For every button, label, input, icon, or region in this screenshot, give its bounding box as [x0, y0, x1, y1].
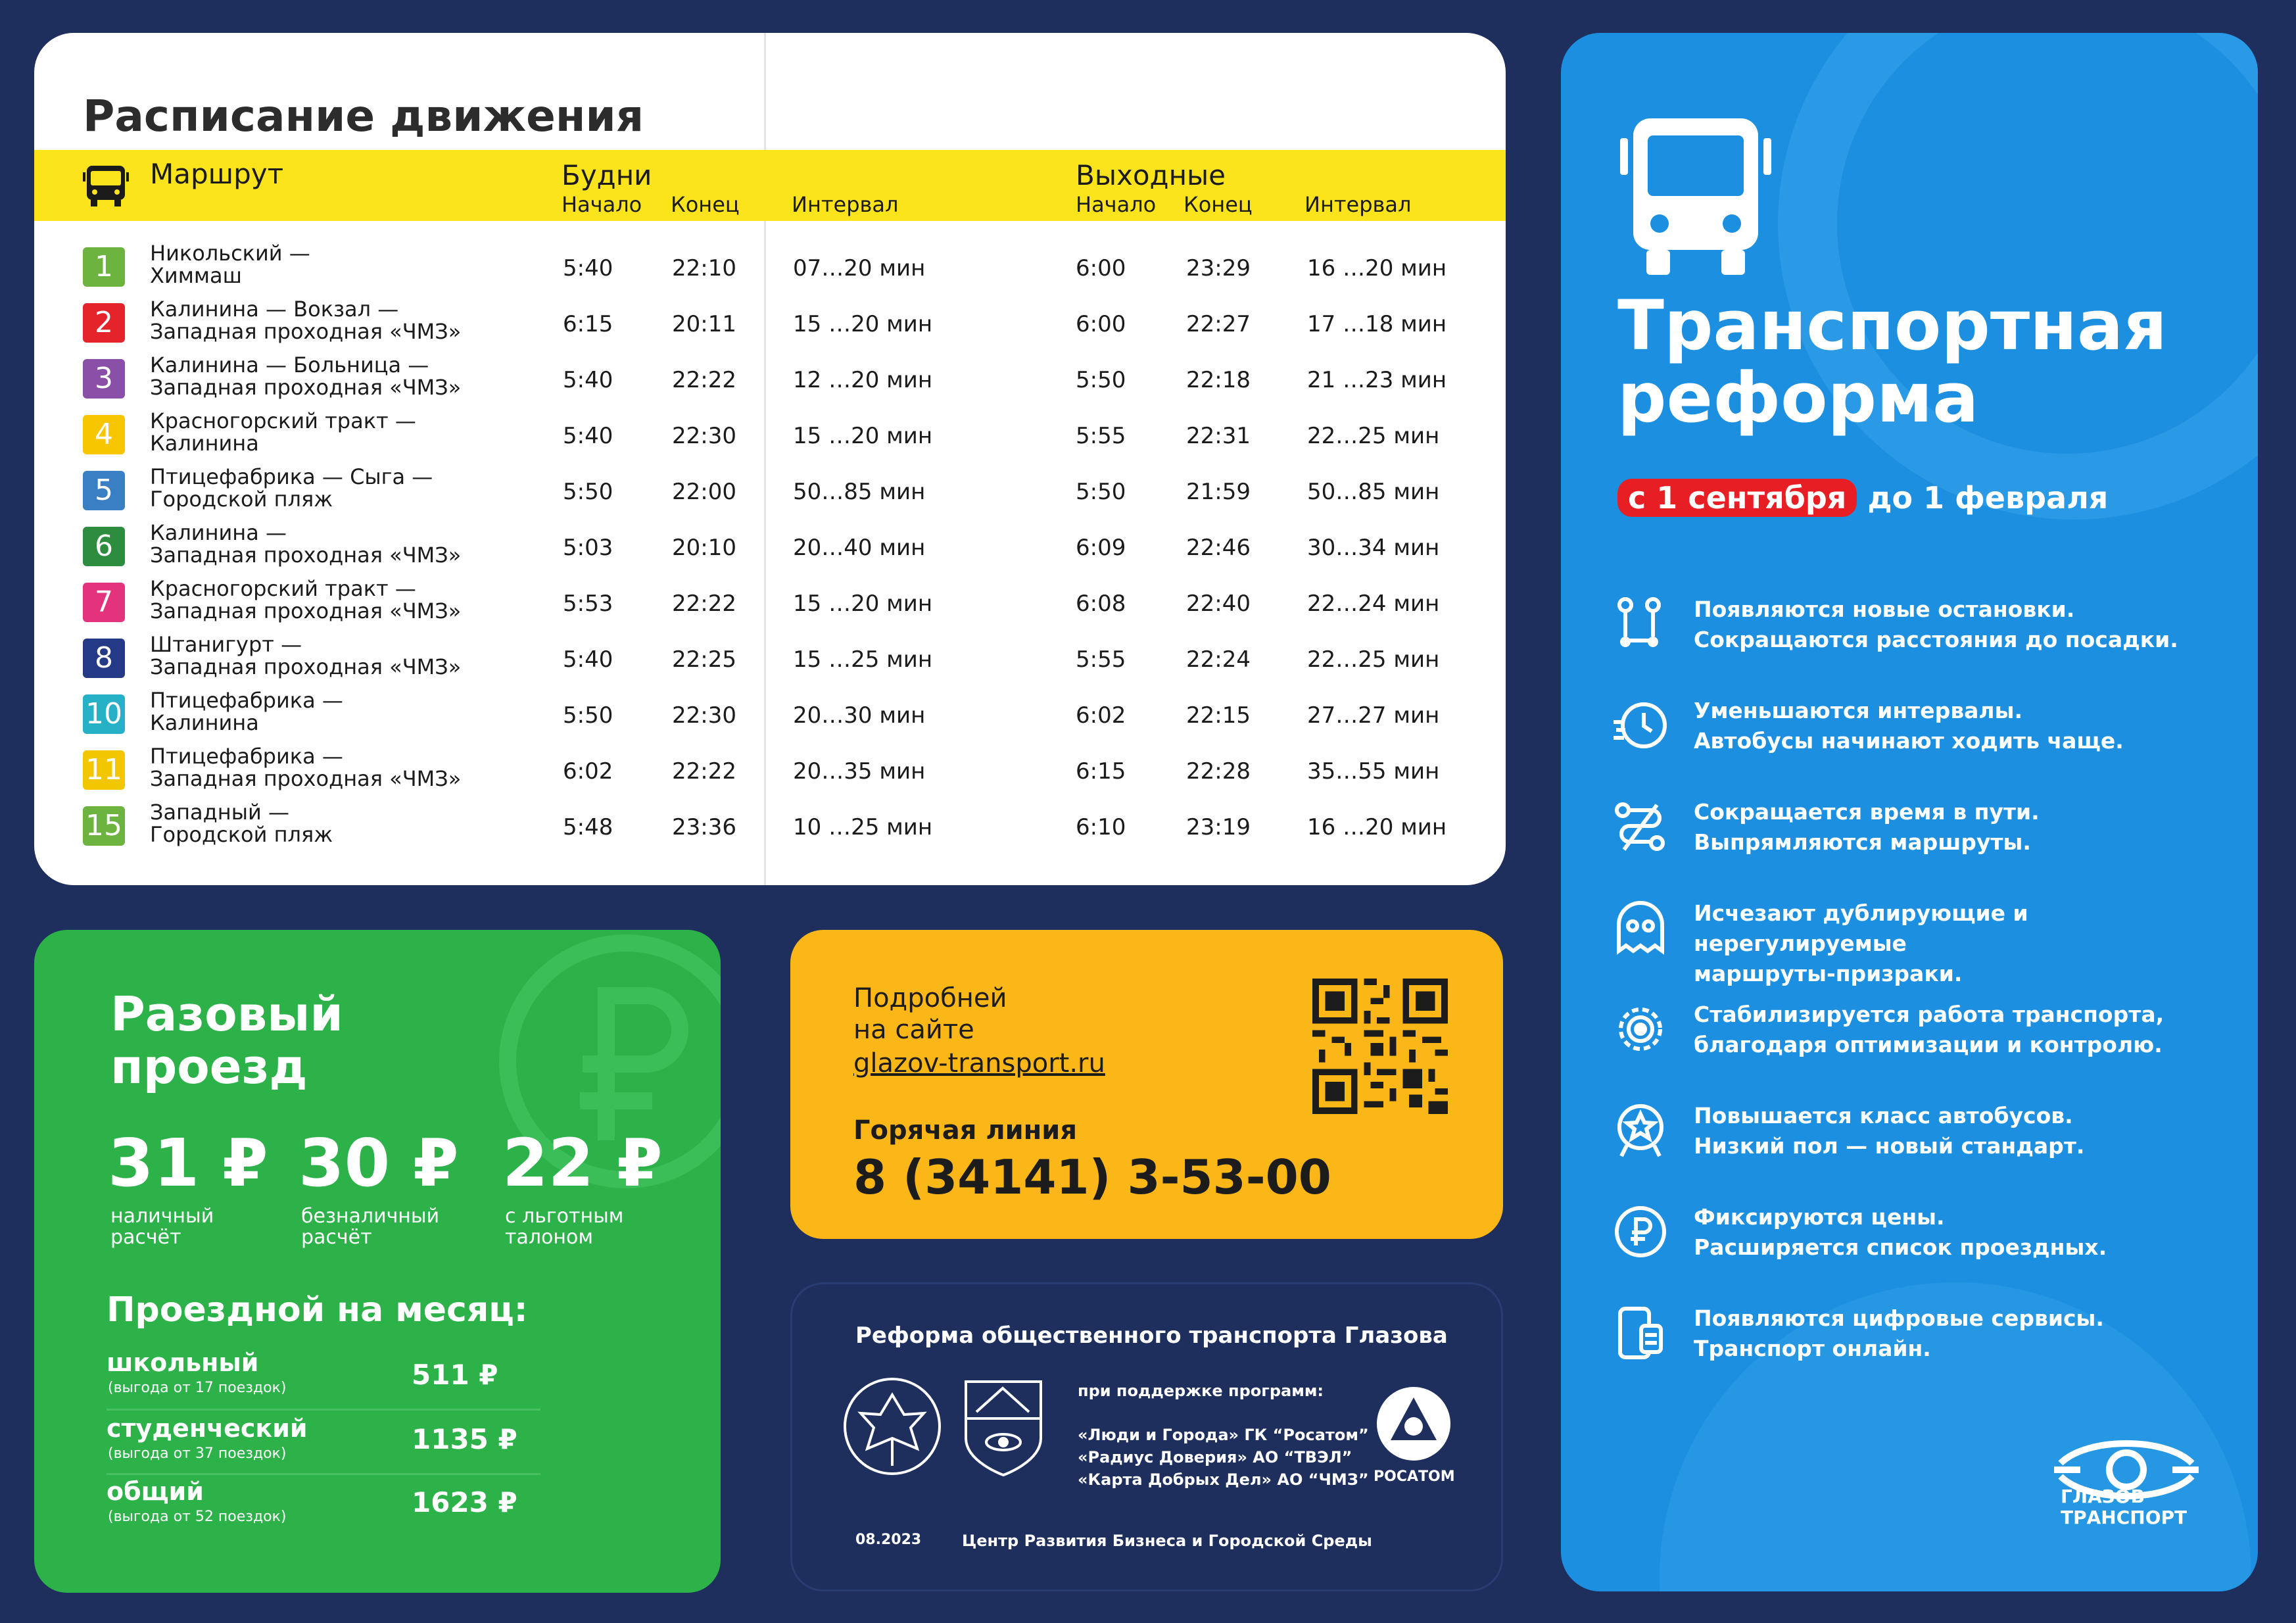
we-interval: 16 …20 мин	[1307, 255, 1447, 281]
fare-price: 22 ₽	[502, 1125, 663, 1201]
fare-price: 30 ₽	[299, 1125, 459, 1201]
issue-date: 08.2023	[855, 1532, 922, 1548]
table-row	[34, 242, 1506, 295]
wd-end: 23:36	[672, 814, 736, 840]
wd-end: 22:10	[672, 255, 736, 281]
wd-start: 5:50	[563, 702, 613, 729]
route-badge: 6	[83, 527, 125, 566]
we-start: 6:00	[1076, 255, 1126, 281]
feature-line: Появляются новые остановки.	[1694, 596, 2075, 622]
header-route: Маршрут	[150, 158, 284, 190]
wd-interval: 15 …20 мин	[793, 311, 933, 337]
we-end: 22:28	[1186, 758, 1251, 785]
fare-price: 31 ₽	[108, 1125, 268, 1201]
we-interval: 17 …18 мин	[1307, 311, 1447, 337]
ghost-icon	[1611, 898, 1670, 957]
pass-name: школьный	[107, 1348, 259, 1377]
wd-start: 5:48	[563, 814, 613, 840]
star-badge-icon	[1611, 1101, 1670, 1160]
rosatom-logo	[1371, 1384, 1456, 1463]
feature-line: Повышается класс автобусов.	[1694, 1103, 2073, 1128]
feature-item	[1611, 797, 2242, 869]
feature-line: Фиксируются цены.	[1694, 1204, 1945, 1230]
wd-end: 22:22	[672, 591, 736, 617]
wd-start: 6:02	[563, 758, 613, 785]
route-badge: 11	[83, 750, 125, 790]
route-name: Западный — Городской пляж	[150, 800, 333, 847]
fare-label: с льготным талоном	[505, 1205, 624, 1249]
org-card	[790, 1282, 1503, 1591]
header-we-start: Начало	[1076, 192, 1157, 217]
route-name: Красногорский тракт — Западная проходная «ЧМЗ»	[150, 576, 462, 623]
header-wd-interval: Интервал	[792, 192, 899, 217]
program-list	[1078, 1424, 1369, 1491]
we-interval: 22…24 мин	[1307, 591, 1440, 617]
we-end: 22:15	[1186, 702, 1251, 729]
we-interval: 22…25 мин	[1307, 646, 1440, 673]
we-end: 22:40	[1186, 591, 1251, 617]
pass-note: (выгода от 17 поездок)	[108, 1380, 287, 1396]
program-item: «Радиус Доверия» АО “ТВЭЛ”	[1078, 1448, 1352, 1466]
we-interval: 22…25 мин	[1307, 423, 1440, 449]
we-end: 23:29	[1186, 255, 1251, 281]
we-start: 5:55	[1076, 646, 1126, 673]
table-row	[34, 801, 1506, 854]
wd-end: 22:22	[672, 758, 736, 785]
wd-end: 22:25	[672, 646, 736, 673]
route-name: Птицефабрика — Западная проходная «ЧМЗ»	[150, 744, 462, 791]
route-badge: 1	[83, 247, 125, 287]
org-title: Реформа общественного транспорта Глазова	[855, 1322, 1448, 1349]
we-start: 5:55	[1076, 423, 1126, 449]
header-wd-end: Конец	[671, 192, 740, 217]
hotline-phone[interactable]: 8 (34141) 3-53-00	[853, 1150, 1331, 1205]
pass-name: студенческий	[107, 1414, 308, 1443]
wd-end: 22:00	[672, 479, 736, 505]
feature-line: Сокращается время в пути.	[1694, 799, 2040, 825]
pass-price: 1135 ₽	[412, 1423, 517, 1455]
feature-item	[1611, 1000, 2242, 1072]
route-name: Птицефабрика — Сыга — Городской пляж	[150, 464, 433, 512]
we-interval: 30…34 мин	[1307, 535, 1440, 561]
wd-end: 22:30	[672, 702, 736, 729]
date-highlight: с 1 сентября	[1617, 479, 1857, 517]
we-end: 22:46	[1186, 535, 1251, 561]
schedule-title: Расписание движения	[83, 91, 644, 141]
table-row	[34, 745, 1506, 798]
wd-start: 5:03	[563, 535, 613, 561]
feature-item	[1611, 1303, 2242, 1376]
wd-interval: 10 …25 мин	[793, 814, 933, 840]
feature-item	[1611, 1202, 2242, 1274]
rosatom-label: РОСАТОМ	[1374, 1468, 1455, 1485]
header-wd-start: Начало	[562, 192, 642, 217]
feature-line: Транспорт онлайн.	[1694, 1336, 1931, 1361]
more-info-text: Подробней на сайте	[853, 983, 1007, 1045]
route-badge: 2	[83, 303, 125, 343]
reform-card	[1561, 33, 2258, 1591]
table-row	[34, 466, 1506, 518]
route-name: Штанигурт — Западная проходная «ЧМЗ»	[150, 632, 462, 679]
monthly-title: Проездной на месяц:	[107, 1290, 528, 1330]
we-interval: 21 …23 мин	[1307, 367, 1447, 393]
feature-item	[1611, 1101, 2242, 1173]
bus-icon	[1620, 112, 1771, 285]
header-we-end: Конец	[1184, 192, 1253, 217]
reform-title: Транспортная реформа	[1617, 285, 2167, 438]
we-end: 23:19	[1186, 814, 1251, 840]
feature-line: Появляются цифровые сервисы.	[1694, 1305, 2104, 1331]
wd-interval: 12 …20 мин	[793, 367, 933, 393]
divider	[107, 1473, 540, 1475]
program-item: «Люди и Города» ГК “Росатом”	[1078, 1426, 1369, 1444]
feature-item	[1611, 898, 2242, 986]
feature-line: маршруты-призраки.	[1694, 961, 1963, 986]
clock-icon	[1611, 696, 1670, 755]
feature-line: Выпрямляются маршруты.	[1694, 829, 2031, 855]
pass-name: общий	[107, 1477, 204, 1506]
wd-start: 5:50	[563, 479, 613, 505]
we-start: 6:08	[1076, 591, 1126, 617]
reform-dates	[1617, 480, 2108, 516]
route-name: Никольский — Химмаш	[150, 241, 310, 288]
we-start: 6:09	[1076, 535, 1126, 561]
hotline-label: Горячая линия	[853, 1115, 1078, 1146]
feature-line: Расширяется список проездных.	[1694, 1234, 2107, 1260]
table-row	[34, 521, 1506, 574]
info-card	[790, 930, 1503, 1239]
we-start: 6:10	[1076, 814, 1126, 840]
wd-start: 5:53	[563, 591, 613, 617]
wd-interval: 20…35 мин	[793, 758, 926, 785]
route-badge: 5	[83, 471, 125, 510]
we-start: 5:50	[1076, 367, 1126, 393]
route-badge: 7	[83, 583, 125, 622]
we-interval: 27…27 мин	[1307, 702, 1440, 729]
program-item: «Карта Добрых Дел» АО “ЧМЗ”	[1078, 1470, 1369, 1489]
feature-item	[1611, 594, 2242, 667]
header-we-interval: Интервал	[1304, 192, 1412, 217]
pass-price: 511 ₽	[412, 1359, 498, 1391]
pass-note: (выгода от 52 поездок)	[108, 1509, 287, 1525]
bus-icon	[83, 164, 129, 208]
wd-end: 22:22	[672, 367, 736, 393]
ruble-icon	[1611, 1202, 1670, 1261]
we-start: 5:50	[1076, 479, 1126, 505]
wd-interval: 15 …25 мин	[793, 646, 933, 673]
wd-interval: 20…40 мин	[793, 535, 926, 561]
we-end: 22:24	[1186, 646, 1251, 673]
feature-line: Стабилизируется работа транспорта,	[1694, 1002, 2164, 1027]
feature-line: благодаря оптимизации и контролю.	[1694, 1032, 2163, 1057]
gear-icon	[1611, 1000, 1670, 1059]
fare-label: безналичный расчёт	[301, 1205, 440, 1249]
route-name: Птицефабрика — Калинина	[150, 688, 343, 735]
route-icon	[1611, 797, 1670, 856]
we-end: 22:31	[1186, 423, 1251, 449]
wd-start: 5:40	[563, 646, 613, 673]
table-row	[34, 633, 1506, 686]
single-fare-title: Разовый проезд	[110, 986, 343, 1094]
route-badge: 8	[83, 639, 125, 678]
route-name: Калинина — Больница — Западная проходная «ЧМЗ»	[150, 352, 462, 400]
wd-start: 5:40	[563, 367, 613, 393]
wd-start: 6:15	[563, 311, 613, 337]
coat-of-arms-icon	[963, 1379, 1043, 1478]
date-rest: до 1 февраля	[1867, 480, 2109, 516]
phone-icon	[1611, 1303, 1670, 1363]
stops-icon	[1611, 594, 1670, 654]
fare-label: наличный расчёт	[110, 1205, 214, 1249]
wd-interval: 50…85 мин	[793, 479, 926, 505]
schedule-header	[34, 150, 1506, 221]
table-row	[34, 577, 1506, 630]
header-weekends: Выходные	[1076, 159, 1226, 191]
route-badge: 10	[83, 694, 125, 734]
wd-end: 22:30	[672, 423, 736, 449]
wd-interval: 15 …20 мин	[793, 423, 933, 449]
route-badge: 4	[83, 415, 125, 454]
route-name: Калинина — Вокзал — Западная проходная «ЧМЗ»	[150, 297, 462, 344]
route-name: Калинина — Западная проходная «ЧМЗ»	[150, 520, 462, 568]
feature-line: Автобусы начинают ходить чаще.	[1694, 728, 2124, 754]
feature-line: Низкий пол — новый стандарт.	[1694, 1133, 2085, 1159]
wd-interval: 07…20 мин	[793, 255, 926, 281]
divider	[107, 1409, 540, 1411]
feature-item	[1611, 696, 2242, 768]
support-label: при поддержке программ:	[1078, 1382, 1324, 1400]
we-interval: 50…85 мин	[1307, 479, 1440, 505]
feature-line: Уменьшаются интервалы.	[1694, 698, 2022, 723]
we-start: 6:02	[1076, 702, 1126, 729]
fares-card	[34, 930, 721, 1593]
we-end: 22:27	[1186, 311, 1251, 337]
pass-price: 1623 ₽	[412, 1486, 517, 1518]
wd-start: 5:40	[563, 423, 613, 449]
feature-line: Исчезают дублирующие и нерегулируемые	[1694, 900, 2028, 956]
route-badge: 15	[83, 806, 125, 846]
center-name: Центр Развития Бизнеса и Городской Среды	[962, 1532, 1372, 1550]
qr-code[interactable]	[1312, 979, 1448, 1114]
we-interval: 35…55 мин	[1307, 758, 1440, 785]
we-start: 6:00	[1076, 311, 1126, 337]
table-row	[34, 410, 1506, 462]
pass-note: (выгода от 37 поездок)	[108, 1445, 287, 1462]
table-row	[34, 298, 1506, 351]
we-interval: 16 …20 мин	[1307, 814, 1447, 840]
table-row	[34, 689, 1506, 742]
header-weekdays: Будни	[562, 159, 652, 191]
site-link[interactable]: glazov-transport.ru	[853, 1048, 1105, 1078]
route-name: Красногорский тракт — Калинина	[150, 408, 416, 456]
wd-start: 5:40	[563, 255, 613, 281]
schedule-card	[34, 33, 1506, 885]
we-end: 22:18	[1186, 367, 1251, 393]
wd-end: 20:11	[672, 311, 736, 337]
route-badge: 3	[83, 359, 125, 399]
table-row	[34, 354, 1506, 406]
logo-text: ГЛАЗОВ ТРАНСПОРТ	[2061, 1486, 2188, 1528]
wd-interval: 15 …20 мин	[793, 591, 933, 617]
we-end: 21:59	[1186, 479, 1251, 505]
wd-end: 20:10	[672, 535, 736, 561]
feature-line: Сокращаются расстояния до посадки.	[1694, 627, 2178, 652]
wd-interval: 20…30 мин	[793, 702, 926, 729]
we-start: 6:15	[1076, 758, 1126, 785]
city-emblem-icon	[841, 1375, 944, 1478]
